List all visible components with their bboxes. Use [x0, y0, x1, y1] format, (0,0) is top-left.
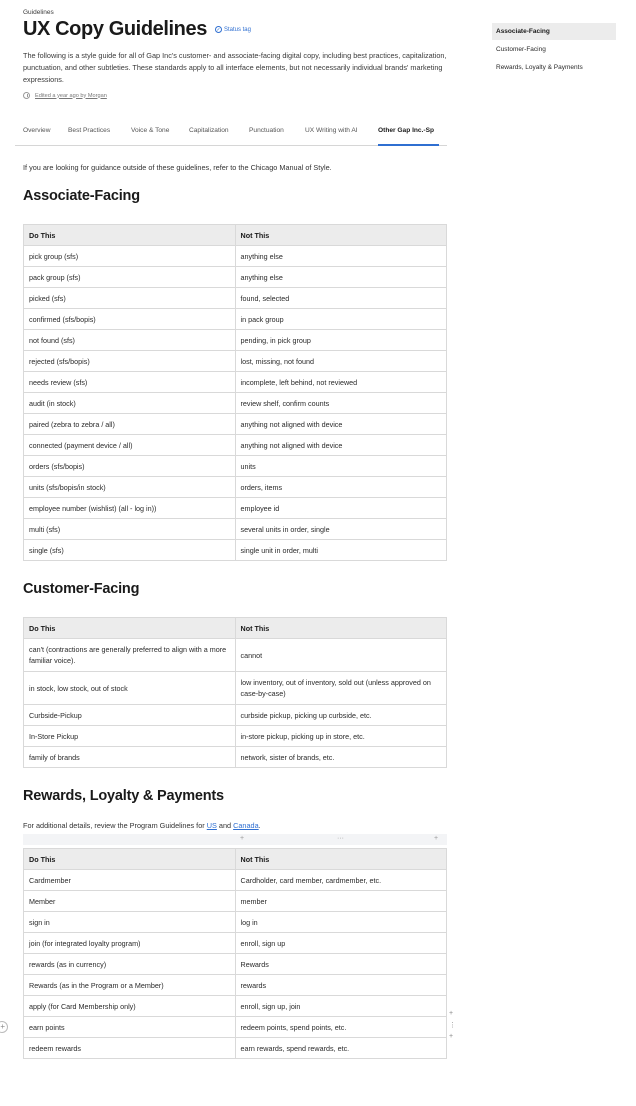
cell-do-this[interactable]: orders (sfs/bopis)	[24, 456, 236, 477]
tab-best-practices[interactable]: Best Practices	[68, 127, 111, 134]
col-not-this: Not This	[235, 849, 447, 870]
table-row	[24, 639, 447, 672]
table-row	[24, 435, 447, 456]
table-row	[24, 288, 447, 309]
rewards-para-suffix: .	[258, 821, 261, 830]
table-row	[24, 672, 447, 705]
table-of-contents	[492, 23, 616, 77]
tab-voice-tone[interactable]: Voice & Tone	[131, 127, 170, 134]
cell-do-this[interactable]: not found (sfs)	[24, 330, 236, 351]
rewards-para-prefix: For additional details, review the Program Guidelines for	[23, 821, 207, 830]
table-row	[24, 456, 447, 477]
cell-not-this[interactable]: anything else	[235, 267, 447, 288]
cell-not-this[interactable]: several units in order, single	[235, 519, 447, 540]
status-tag-label: Status tag	[223, 26, 251, 33]
cell-not-this[interactable]: enroll, sign up	[235, 933, 447, 954]
cell-not-this[interactable]: single unit in order, multi	[235, 540, 447, 561]
cell-not-this[interactable]: curbside pickup, picking up curbside, etc.	[235, 705, 446, 726]
cell-not-this[interactable]: Cardholder, card member, cardmember, etc.	[235, 870, 447, 891]
intro-text: The following is a style guide for all of Gap Inc's customer- and associate-facing digital copy, including best practices, capitalization, punctuation, and other subtleties. These standards apply to all interface elements, but not necessarily individual brands' marketing expressions.	[23, 51, 447, 84]
tab-other-gap[interactable]: Other Gap Inc.-Sp	[378, 121, 439, 146]
row-options-icon[interactable]: ⋮	[449, 1022, 456, 1029]
cell-not-this[interactable]: pending, in pick group	[235, 330, 447, 351]
col-do-this: Do This	[24, 225, 236, 246]
cell-do-this[interactable]: multi (sfs)	[24, 519, 236, 540]
col-not-this: Not This	[235, 618, 446, 639]
cell-do-this[interactable]: Member	[24, 891, 236, 912]
table-row	[24, 975, 447, 996]
cell-not-this[interactable]: network, sister of brands, etc.	[235, 747, 446, 768]
table-header-row	[24, 225, 447, 246]
customer-table	[23, 617, 447, 768]
cell-do-this[interactable]: sign in	[24, 912, 236, 933]
status-tag-icon: ✓	[216, 26, 221, 33]
table-row	[24, 870, 447, 891]
link-us[interactable]: US	[206, 821, 217, 830]
cell-not-this[interactable]: incomplete, left behind, not reviewed	[235, 372, 447, 393]
add-row-below-icon[interactable]: +	[449, 1033, 454, 1040]
cell-do-this[interactable]: In-Store Pickup	[24, 726, 236, 747]
cell-do-this[interactable]: units (sfs/bopis/in stock)	[24, 477, 236, 498]
cell-do-this[interactable]: apply (for Card Membership only)	[24, 996, 236, 1017]
edited-label: Edited a year ago by Morgan	[35, 92, 107, 99]
cell-do-this[interactable]: can't (contractions are generally preferred to align with a more familiar voice).	[24, 639, 236, 672]
tab-overview[interactable]: Overview	[23, 127, 51, 134]
cell-do-this[interactable]: rewards (as in currency)	[24, 954, 236, 975]
cell-not-this[interactable]: anything not aligned with device	[235, 414, 447, 435]
breadcrumb[interactable]: Guidelines	[23, 9, 54, 16]
table-header-row	[24, 618, 447, 639]
cell-do-this[interactable]: Rewards (as in the Program or a Member)	[24, 975, 236, 996]
cell-do-this[interactable]: paired (zebra to zebra / all)	[24, 414, 236, 435]
status-tag[interactable]	[215, 26, 251, 33]
rewards-para-and: and	[216, 821, 234, 830]
cell-do-this[interactable]: Cardmember	[24, 870, 236, 891]
toc-item-customer[interactable]: Customer-Facing	[496, 46, 546, 53]
table-row	[24, 891, 447, 912]
tab-capitalization[interactable]: Capitalization	[189, 127, 229, 134]
table-row	[24, 246, 447, 267]
table-header-row	[24, 849, 447, 870]
table-row	[24, 933, 447, 954]
add-column-left-icon[interactable]: +	[240, 835, 245, 842]
table-row	[24, 414, 447, 435]
add-row-above-icon[interactable]: +	[449, 1010, 454, 1017]
cell-do-this[interactable]: join (for integrated loyalty program)	[24, 933, 236, 954]
cell-not-this[interactable]: low inventory, out of inventory, sold out (unless approved on case-by-case)	[235, 672, 446, 705]
cell-do-this[interactable]: pack group (sfs)	[24, 267, 236, 288]
col-do-this: Do This	[24, 618, 236, 639]
customer-heading: Customer-Facing	[23, 581, 140, 597]
page-title: UX Copy Guidelines	[23, 18, 207, 40]
cell-do-this[interactable]: family of brands	[24, 747, 236, 768]
table-row	[24, 1038, 447, 1059]
guidance-text: If you are looking for guidance outside of these guidelines, refer to the Chicago Manual of Style.	[23, 163, 332, 172]
cell-not-this[interactable]: employee id	[235, 498, 447, 519]
toc-item-rewards[interactable]: Rewards, Loyalty & Payments	[496, 64, 583, 71]
table-row	[24, 540, 447, 561]
cell-not-this[interactable]: anything not aligned with device	[235, 435, 447, 456]
table-row	[24, 519, 447, 540]
table-row	[24, 267, 447, 288]
column-options-icon[interactable]: ···	[337, 835, 344, 842]
cell-not-this[interactable]: earn rewards, spend rewards, etc.	[235, 1038, 447, 1059]
associate-heading: Associate-Facing	[23, 188, 140, 204]
rewards-heading: Rewards, Loyalty & Payments	[23, 788, 224, 804]
table-row	[24, 330, 447, 351]
cell-do-this[interactable]: earn points	[24, 1017, 236, 1038]
cell-not-this[interactable]: enroll, sign up, join	[235, 996, 447, 1017]
cell-do-this[interactable]: single (sfs)	[24, 540, 236, 561]
cell-do-this[interactable]: pick group (sfs)	[24, 246, 236, 267]
tab-punctuation[interactable]: Punctuation	[249, 127, 284, 134]
tab-ux-writing-ai[interactable]: UX Writing with AI	[305, 127, 358, 134]
tab-bar	[15, 121, 447, 146]
associate-table	[23, 224, 447, 561]
cell-not-this[interactable]: rewards	[235, 975, 447, 996]
rewards-table	[23, 848, 447, 1059]
cell-not-this[interactable]: orders, items	[235, 477, 447, 498]
table-row	[24, 498, 447, 519]
table-row	[24, 372, 447, 393]
cell-do-this[interactable]: confirmed (sfs/bopis)	[24, 309, 236, 330]
cell-not-this[interactable]: member	[235, 891, 447, 912]
title-row	[23, 18, 251, 41]
cell-not-this[interactable]: lost, missing, not found	[235, 351, 447, 372]
add-block-icon[interactable]: +	[0, 1021, 8, 1033]
cell-do-this[interactable]: employee number (wishlist) (all - log in))	[24, 498, 236, 519]
cell-do-this[interactable]: audit (in stock)	[24, 393, 236, 414]
cell-do-this[interactable]: connected (payment device / all)	[24, 435, 236, 456]
cell-not-this[interactable]: cannot	[235, 639, 446, 672]
cell-not-this[interactable]: review shelf, confirm counts	[235, 393, 447, 414]
table-row	[24, 996, 447, 1017]
edited-info[interactable]	[23, 92, 107, 99]
add-column-right-icon[interactable]: +	[434, 835, 439, 842]
table-row	[24, 747, 447, 768]
cell-not-this[interactable]: anything else	[235, 246, 447, 267]
cell-not-this[interactable]: units	[235, 456, 447, 477]
table-row	[24, 477, 447, 498]
cell-do-this[interactable]: Curbside-Pickup	[24, 705, 236, 726]
table-row	[24, 726, 447, 747]
cell-not-this[interactable]: redeem points, spend points, etc.	[235, 1017, 447, 1038]
col-do-this: Do This	[24, 849, 236, 870]
table-row	[24, 351, 447, 372]
table-row	[24, 393, 447, 414]
col-not-this: Not This	[235, 225, 447, 246]
cell-do-this[interactable]: picked (sfs)	[24, 288, 236, 309]
table-row	[24, 309, 447, 330]
table-row	[24, 912, 447, 933]
table-toolbar	[23, 834, 447, 845]
link-canada[interactable]: Canada	[233, 821, 259, 830]
cell-not-this[interactable]: log in	[235, 912, 447, 933]
cell-not-this[interactable]: Rewards	[235, 954, 447, 975]
cell-do-this[interactable]: needs review (sfs)	[24, 372, 236, 393]
cell-not-this[interactable]: found, selected	[235, 288, 447, 309]
cell-do-this[interactable]: rejected (sfs/bopis)	[24, 351, 236, 372]
cell-do-this[interactable]: redeem rewards	[24, 1038, 236, 1059]
table-row	[24, 1017, 447, 1038]
cell-not-this[interactable]: in pack group	[235, 309, 447, 330]
clock-icon	[23, 92, 30, 99]
table-row	[24, 705, 447, 726]
cell-do-this[interactable]: in stock, low stock, out of stock	[24, 672, 236, 705]
cell-not-this[interactable]: in-store pickup, picking up in store, etc.	[235, 726, 446, 747]
table-row	[24, 954, 447, 975]
toc-item-associate[interactable]: Associate-Facing	[492, 23, 616, 40]
rewards-paragraph	[23, 821, 261, 830]
